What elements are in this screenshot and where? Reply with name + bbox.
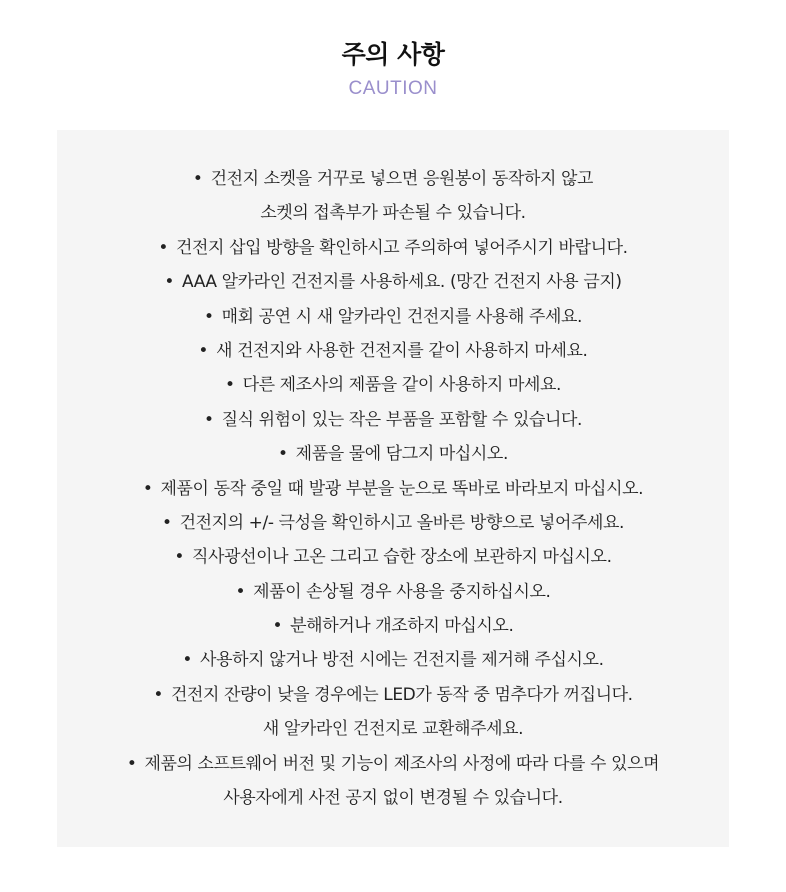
caution-line	[0, 712, 786, 746]
caution-line	[0, 403, 786, 437]
bullet-icon: •	[164, 272, 174, 293]
caution-line	[0, 643, 786, 677]
caution-line	[0, 575, 786, 609]
caution-text: 건전지 삽입 방향을 확인하시고 주의하여 넣어주시기 바랍니다.	[176, 237, 628, 258]
bullet-icon: •	[235, 581, 246, 602]
caution-line	[0, 609, 786, 643]
caution-text: 새 건전지와 사용한 건전지를 같이 사용하지 마세요.	[216, 340, 588, 361]
caution-line	[0, 437, 786, 471]
caution-text: 제품이 동작 중일 때 발광 부분을 눈으로 똑바로 바라보지 마십시오.	[160, 478, 644, 499]
caution-text: 제품의 소프트웨어 버전 및 기능이 제조사의 사정에 따라 다를 수 있으며	[144, 753, 660, 774]
bullet-icon: •	[203, 409, 214, 430]
caution-line	[0, 678, 786, 712]
caution-line	[0, 162, 786, 196]
caution-line	[0, 231, 786, 265]
page-subtitle: CAUTION	[348, 78, 438, 99]
caution-line	[0, 265, 786, 299]
caution-line	[0, 540, 786, 574]
caution-line	[0, 300, 786, 334]
caution-line	[0, 506, 786, 540]
caution-text: 사용자에게 사전 공지 없이 변경될 수 있습니다.	[223, 788, 563, 809]
caution-line	[0, 747, 786, 781]
bullet-icon: •	[161, 512, 172, 533]
bullet-icon: •	[142, 478, 153, 499]
bullet-icon: •	[158, 237, 169, 258]
caution-text: 건전지의 +/- 극성을 확인하시고 올바른 방향으로 넣어주세요.	[179, 512, 625, 533]
bullet-icon: •	[278, 444, 288, 465]
bullet-icon: •	[192, 169, 203, 189]
bullet-icon: •	[272, 616, 283, 637]
caution-line	[0, 334, 786, 368]
caution-text: 건전지 잔량이 낮을 경우에는 LED가 동작 중 멈추다가 꺼집니다.	[170, 684, 633, 705]
caution-line	[0, 472, 786, 506]
bullet-icon: •	[198, 340, 209, 361]
bullet-icon: •	[126, 753, 137, 774]
bullet-icon: •	[153, 684, 163, 705]
caution-text: 소켓의 접촉부가 파손될 수 있습니다.	[260, 203, 526, 224]
caution-line	[0, 368, 786, 402]
caution-text: 직사광선이나 고온 그리고 습한 장소에 보관하지 마십시오.	[192, 547, 612, 568]
caution-text: 제품을 물에 담그지 마십시오.	[295, 444, 508, 465]
caution-text: 분해하거나 개조하지 마십시오.	[290, 616, 514, 637]
caution-header	[0, 38, 786, 102]
caution-line	[0, 781, 786, 815]
caution-line	[0, 196, 786, 230]
caution-text: 질식 위험이 있는 작은 부품을 포함할 수 있습니다.	[221, 409, 583, 430]
caution-text: 제품이 손상될 경우 사용을 중지하십시오.	[253, 581, 551, 602]
caution-text: 건전지 소켓을 거꾸로 넣으면 응원봉이 동작하지 않고	[210, 169, 594, 189]
caution-text: 매회 공연 시 새 알카라인 건전지를 사용해 주세요.	[221, 306, 583, 327]
caution-text: 사용하지 않거나 방전 시에는 건전지를 제거해 주십시오.	[200, 650, 604, 671]
bullet-icon: •	[174, 547, 185, 568]
bullet-icon: •	[182, 650, 193, 671]
caution-text: 다른 제조사의 제품을 같이 사용하지 마세요.	[242, 375, 562, 396]
bullet-icon: •	[203, 306, 214, 327]
bullet-icon: •	[224, 375, 235, 396]
caution-text: AAA 알카라인 건전지를 사용하세요. (망간 건전지 사용 금지)	[182, 272, 622, 293]
caution-text: 새 알카라인 건전지로 교환해주세요.	[262, 719, 524, 740]
caution-list	[0, 162, 786, 815]
page-title: 주의 사항	[341, 40, 445, 69]
